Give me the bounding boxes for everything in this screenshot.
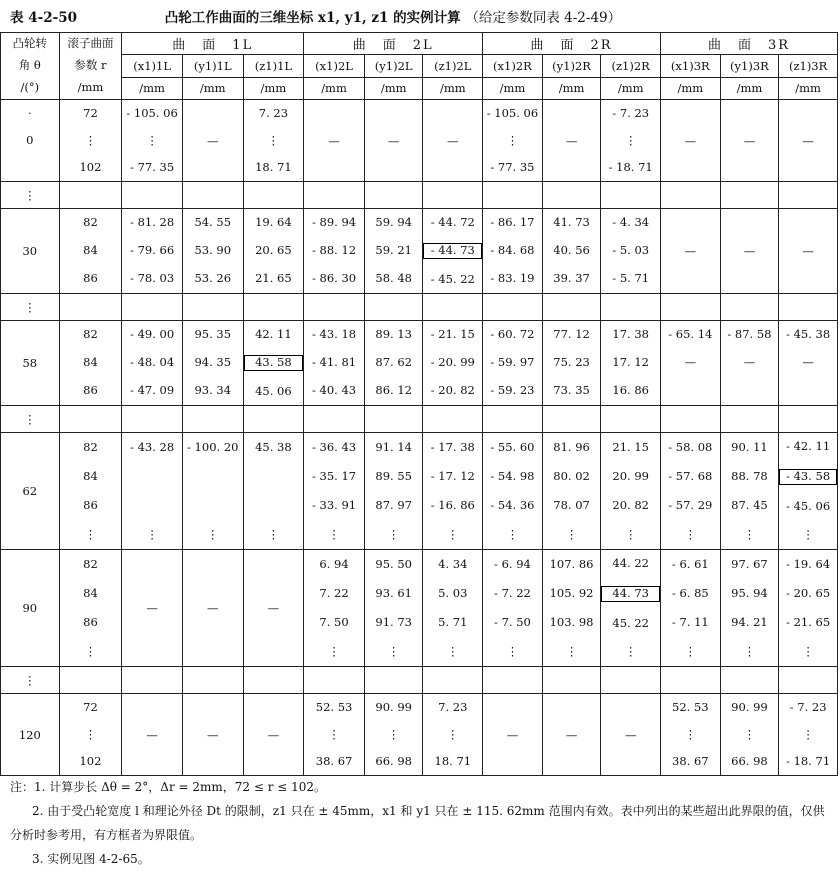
value-cell: 59. 94 59. 21 58. 48 [364,209,423,294]
dash-cell: — [779,100,838,182]
theta-cell: 120 [1,694,60,776]
dash-cell: — [304,100,365,182]
value-cell: - 105. 06 ⋮ - 77. 35 [122,100,183,182]
value-cell: 21. 15 20. 99 20. 82 ⋮ [601,433,661,550]
header-y1-2l: (y1)2L [364,55,423,77]
value-cell: - 43. 18 - 41. 81 - 40. 43 [304,321,365,406]
table-row [1,694,838,776]
header-curve-3r: 曲 面 3R [661,33,838,55]
value-cell: 41. 73 40. 56 39. 37 [542,209,601,294]
unit-cell: /mm [122,77,183,99]
value-cell: 90. 11 88. 78 87. 45 ⋮ [720,433,779,550]
value-cell: - 86. 17 - 84. 68 - 83. 19 [483,209,543,294]
separator-row [1,406,838,433]
value-cell: - 45. 38 — [779,321,838,406]
note-1: 注：1. 计算步长 Δθ = 2°，Δr = 2mm，72 ≤ r ≤ 102。 [10,780,327,794]
value-cell: - 87. 58 — [720,321,779,406]
header-row-columns [1,55,838,77]
table-title: 凸轮工作曲面的三维坐标 x1, y1, z1 的实例计算 [164,10,461,26]
dash-cell: — [720,100,779,182]
limit-value-box: - 44. 73 [423,243,482,259]
value-cell: - 65. 14 — [661,321,721,406]
unit-cell: /mm [182,77,243,99]
table-number: 表 4-2-50 [10,10,77,26]
dash-cell: — [182,100,243,182]
value-cell: 7. 23 ⋮ 18. 71 [423,694,483,776]
value-cell: 107. 86 105. 92 103. 98 ⋮ [542,550,601,667]
unit-cell: /mm [304,77,365,99]
table-title-note: （给定参数同表 4-2-49） [465,10,622,26]
value-cell: - 4. 34 - 5. 03 - 5. 71 [601,209,661,294]
value-cell: 95. 50 93. 61 91. 73 ⋮ [364,550,423,667]
dash-cell: — [182,694,243,776]
value-cell: - 21. 15 - 20. 99 - 20. 82 [423,321,483,406]
r-cell: 82 84 86 [59,321,122,406]
header-x1-2l: (x1)2L [304,55,365,77]
header-z1-2r: (z1)2R [601,55,661,77]
unit-cell: /mm [483,77,543,99]
value-cell: - 6. 94 - 7. 22 - 7. 50 ⋮ [483,550,543,667]
value-cell: - 60. 72 - 59. 97 - 59. 23 [483,321,543,406]
table-row [1,321,838,406]
r-cell: 82 84 86 ⋮ [59,433,122,550]
value-cell: - 55. 60 - 54. 98 - 54. 36 ⋮ [483,433,543,550]
value-cell: 97. 67 95. 94 94. 21 ⋮ [720,550,779,667]
header-x1-1l: (x1)1L [122,55,183,77]
separator-row [1,667,838,694]
r-cell: 72 ⋮ 102 [59,694,122,776]
value-cell: - 36. 43 - 35. 17 - 33. 91 ⋮ [304,433,365,550]
value-cell: 19. 64 20. 65 21. 65 [243,209,304,294]
dots-cell: ⋮ [1,406,60,433]
value-cell: - 43. 28 ⋮ [122,433,183,550]
header-curve-2r: 曲 面 2R [483,33,661,55]
theta-cell: 30 [1,209,60,294]
dash-cell: — [720,209,779,294]
value-cell: - 17. 38 - 17. 12 - 16. 86 ⋮ [423,433,483,550]
dash-cell: — [661,100,721,182]
unit-cell: /mm [601,77,661,99]
value-cell: 77. 12 75. 23 73. 35 [542,321,601,406]
dots-cell: ⋮ [1,182,60,209]
unit-cell: /mm [423,77,483,99]
header-y1-3r: (y1)3R [720,55,779,77]
table-caption [10,6,830,28]
r-cell: 82 84 86 [59,209,122,294]
theta-cell: 62 [1,433,60,550]
value-cell: 45. 38 ⋮ [243,433,304,550]
value-cell: - 6. 61 - 6. 85 - 7. 11 ⋮ [661,550,721,667]
dash-cell: — [243,550,304,667]
header-y1-1l: (y1)1L [182,55,243,77]
header-z1-3r: (z1)3R [779,55,838,77]
table-row [1,209,838,294]
dash-cell: — [423,100,483,182]
value-cell: 54. 55 53. 90 53. 26 [182,209,243,294]
unit-cell: /mm [720,77,779,99]
header-x1-3r: (x1)3R [661,55,721,77]
value-cell: - 7. 23 ⋮ - 18. 71 [601,100,661,182]
dash-cell: — [542,100,601,182]
header-theta: 凸轮转 角 θ /(°) [1,33,60,100]
value-cell: 90. 99 ⋮ 66. 98 [364,694,423,776]
dash-cell: — [661,209,721,294]
value-cell: 52. 53 ⋮ 38. 67 [304,694,365,776]
table-notes [10,775,832,871]
value-cell: 95. 35 94. 35 93. 34 [182,321,243,406]
value-cell: 4. 34 5. 03 5. 71 ⋮ [423,550,483,667]
value-cell: - 58. 08 - 57. 68 - 57. 29 ⋮ [661,433,721,550]
value-cell: 42. 11 43. 58 45. 06 [243,321,304,406]
dots-cell: ⋮ [1,667,60,694]
value-cell: 7. 23 ⋮ 18. 71 [243,100,304,182]
limit-value-box: 44. 73 [601,586,660,602]
unit-cell: /mm [779,77,838,99]
dash-cell: — [364,100,423,182]
theta-cell: 90 [1,550,60,667]
value-cell: 17. 38 17. 12 16. 86 [601,321,661,406]
limit-value-box: - 43. 58 [779,469,837,485]
value-cell: - 42. 11 - 43. 58 - 45. 06 ⋮ [779,433,838,550]
header-z1-2l: (z1)2L [423,55,483,77]
value-cell: - 100. 20 ⋮ [182,433,243,550]
value-cell: - 81. 28 - 79. 66 - 78. 03 [122,209,183,294]
dash-cell: — [601,694,661,776]
value-cell: - 89. 94 - 88. 12 - 86. 30 [304,209,365,294]
header-curve-2l: 曲 面 2L [304,33,483,55]
unit-cell: /mm [243,77,304,99]
value-cell: 6. 94 7. 22 7. 50 ⋮ [304,550,365,667]
header-y1-2r: (y1)2R [542,55,601,77]
r-cell: 72 ⋮ 102 [59,100,122,182]
unit-cell: /mm [364,77,423,99]
value-cell: 91. 14 89. 55 87. 97 ⋮ [364,433,423,550]
value-cell: - 19. 64 - 20. 65 - 21. 65 ⋮ [779,550,838,667]
theta-cell: 58 [1,321,60,406]
header-r: 滚子曲面 参数 r /mm [59,33,122,100]
table-row [1,100,838,182]
value-cell: - 7. 23 ⋮ - 18. 71 [779,694,838,776]
limit-value-box: 43. 58 [244,355,304,371]
dash-cell: — [483,694,543,776]
table-row [1,550,838,667]
header-z1-1l: (z1)1L [243,55,304,77]
r-cell: 82 84 86 ⋮ [59,550,122,667]
dash-cell: — [122,694,183,776]
value-cell: - 44. 72 - 44. 73 - 45. 22 [423,209,483,294]
dots-cell: ⋮ [1,294,60,321]
dash-cell: — [122,550,183,667]
header-x1-2r: (x1)2R [483,55,543,77]
table-row [1,433,838,550]
header-row-units [1,77,838,99]
value-cell: 52. 53 ⋮ 38. 67 [661,694,721,776]
value-cell: 81. 96 80. 02 78. 07 ⋮ [542,433,601,550]
note-2: 2. 由于受凸轮宽度 l 和理论外径 Dt 的限制，z1 只在 ± 45mm，x1 和 y1 只在 ± 115. 62mm 范围内有效。表中列出的某些超出此界限的值，仅供分析时参考用，有方框者为界限值。 [10,804,825,842]
header-row-curves [1,33,838,55]
note-3: 3. 实例见图 4-2-65。 [32,852,150,866]
coordinates-table [0,32,838,776]
dash-cell: — [779,209,838,294]
dash-cell: — [182,550,243,667]
dash-cell: — [542,694,601,776]
value-cell: - 49. 00 - 48. 04 - 47. 09 [122,321,183,406]
separator-row [1,294,838,321]
header-curve-1l: 曲 面 1L [122,33,304,55]
unit-cell: /mm [542,77,601,99]
value-cell: 44. 22 44. 73 45. 22 ⋮ [601,550,661,667]
value-cell: 90. 99 ⋮ 66. 98 [720,694,779,776]
unit-cell: /mm [661,77,721,99]
value-cell: - 105. 06 ⋮ - 77. 35 [483,100,543,182]
value-cell: 89. 13 87. 62 86. 12 [364,321,423,406]
separator-row [1,182,838,209]
dash-cell: — [243,694,304,776]
theta-cell: · 0 [1,100,60,182]
